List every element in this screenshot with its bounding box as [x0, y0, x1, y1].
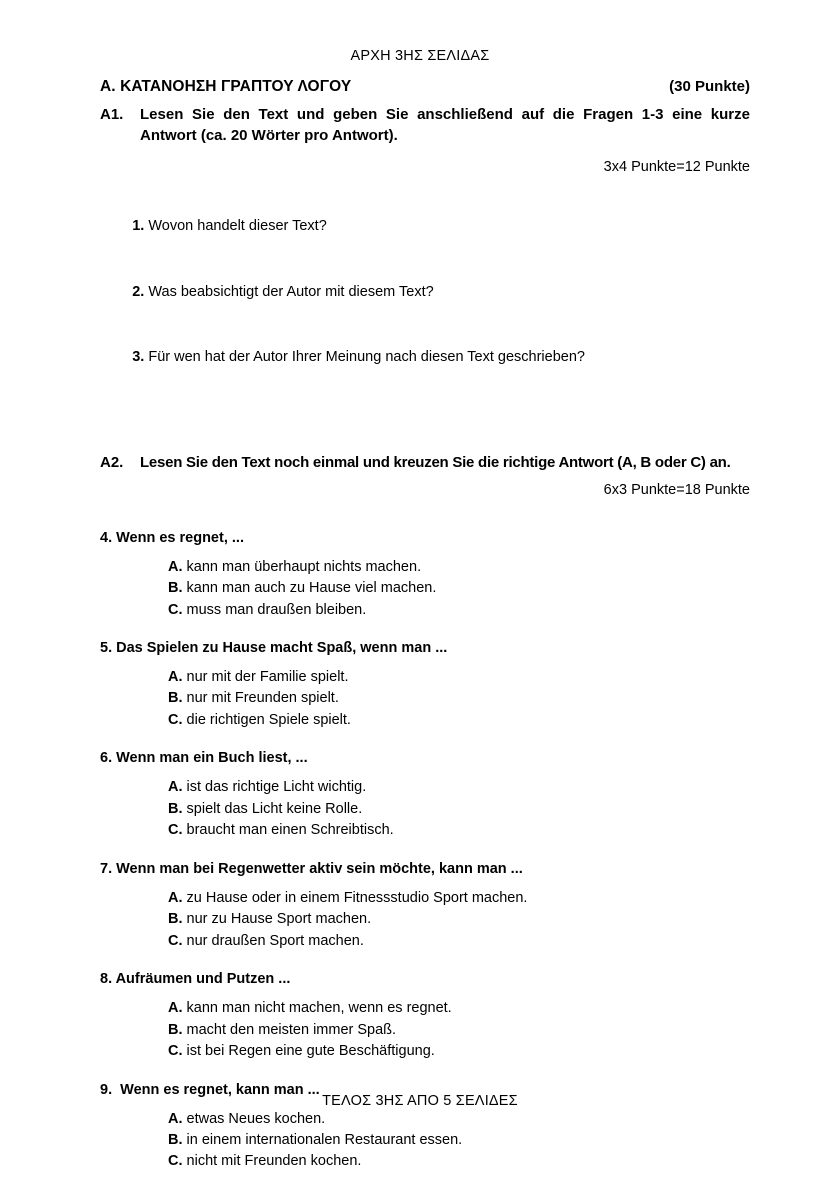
question-text: Wovon handelt dieser Text? [144, 218, 327, 235]
option-text: ist das richtige Licht wichtig. [182, 779, 367, 796]
option-letter: C. [168, 1043, 183, 1060]
option-a[interactable] [168, 557, 750, 578]
option-list [168, 777, 750, 841]
section-title: Α. ΚΑΤΑΝΟΗΣΗ ΓΡΑΠΤΟΥ ΛΟΓΟΥ [100, 78, 352, 95]
option-a[interactable] [168, 667, 750, 688]
question-text: Was beabsichtigt der Autor mit diesem Text? [144, 283, 434, 300]
task-a2-points: 6x3 Punkte=18 Punkte [603, 481, 750, 498]
option-c[interactable] [168, 710, 750, 731]
question-stem: 6. Wenn man ein Buch liest, ... [100, 750, 308, 767]
option-text: etwas Neues kochen. [182, 1110, 326, 1127]
option-c[interactable] [168, 1151, 750, 1172]
option-text: zu Hause oder in einem Fitnessstudio Sport machen. [182, 889, 528, 906]
option-b[interactable] [168, 1130, 750, 1151]
option-letter: B. [168, 580, 183, 597]
option-text: spielt das Licht keine Rolle. [182, 800, 363, 817]
option-text: kann man nicht machen, wenn es regnet. [182, 1000, 452, 1017]
option-c[interactable] [168, 820, 750, 841]
option-list [168, 888, 750, 952]
option-c[interactable] [168, 600, 750, 621]
option-text: macht den meisten immer Spaß. [182, 1021, 397, 1038]
option-b[interactable] [168, 909, 750, 930]
task-a2-label: A2. [100, 454, 124, 472]
question-stem: 7. Wenn man bei Regenwetter aktiv sein möchte, kann man ... [100, 860, 523, 877]
option-text: braucht man einen Schreibtisch. [182, 822, 394, 839]
mc-question-5 [100, 638, 750, 731]
option-letter: A. [168, 779, 183, 796]
option-letter: A. [168, 889, 183, 906]
option-letter: B. [168, 690, 183, 707]
mc-question-7 [100, 859, 750, 952]
multiple-choice-list [100, 528, 750, 1173]
mc-question-4 [100, 528, 750, 621]
mc-question-6 [100, 748, 750, 841]
option-list [168, 1109, 750, 1173]
list-item [100, 195, 750, 260]
option-a[interactable] [168, 998, 750, 1019]
task-a1-instruction: Lesen Sie den Text und geben Sie anschließend auf die Fragen 1-3 eine kurze Antwort (ca. 20 Wörter pro Antwort). [140, 106, 750, 145]
task-a2 [100, 452, 750, 473]
option-letter: A. [168, 558, 183, 575]
question-number: 2. [132, 283, 145, 300]
option-b[interactable] [168, 1020, 750, 1041]
option-a[interactable] [168, 888, 750, 909]
option-list [168, 557, 750, 621]
task-a1 [100, 104, 750, 147]
running-head: ΑΡΧΗ 3ΗΣ ΣΕΛΙΔΑΣ [350, 48, 490, 64]
option-text: kann man auch zu Hause viel machen. [182, 580, 437, 597]
task-a1-label: A1. [100, 106, 124, 123]
option-c[interactable] [168, 1041, 750, 1062]
question-stem: 8. Aufräumen und Putzen ... [100, 971, 291, 988]
short-answer-question-list [100, 195, 750, 391]
question-stem: 4. Wenn es regnet, ... [100, 529, 244, 546]
option-text: nur mit der Familie spielt. [182, 669, 349, 686]
option-letter: C. [168, 932, 183, 949]
option-text: in einem internationalen Restaurant essen. [182, 1131, 463, 1148]
option-letter: A. [168, 1000, 183, 1017]
page-content [100, 78, 750, 1173]
task-a2-instruction: Lesen Sie den Text noch einmal und kreuzen Sie die richtige Antwort (A, B oder C) an. [140, 454, 731, 472]
option-letter: C. [168, 601, 183, 618]
running-foot: ΤΕΛΟΣ 3ΗΣ ΑΠΟ 5 ΣΕΛΙΔΕΣ [322, 1093, 518, 1109]
option-letter: C. [168, 822, 183, 839]
list-item [100, 325, 750, 390]
option-text: nicht mit Freunden kochen. [182, 1153, 362, 1170]
option-letter: C. [168, 1153, 183, 1170]
option-a[interactable] [168, 777, 750, 798]
section-points: (30 Punkte) [669, 78, 750, 95]
option-text: muss man draußen bleiben. [182, 601, 367, 618]
option-text: ist bei Regen eine gute Beschäftigung. [182, 1043, 435, 1060]
option-c[interactable] [168, 931, 750, 952]
option-letter: A. [168, 669, 183, 686]
option-letter: B. [168, 1021, 183, 1038]
option-text: nur mit Freunden spielt. [182, 690, 339, 707]
question-number: 1. [132, 218, 145, 235]
option-a[interactable] [168, 1109, 750, 1130]
question-number: 3. [132, 348, 145, 365]
option-text: nur zu Hause Sport machen. [182, 911, 372, 928]
option-letter: B. [168, 1131, 183, 1148]
option-letter: A. [168, 1110, 183, 1127]
option-list [168, 667, 750, 731]
option-letter: C. [168, 711, 183, 728]
question-stem: 5. Das Spielen zu Hause macht Spaß, wenn man ... [100, 640, 448, 657]
question-stem: 9. Wenn es regnet, kann man ... [100, 1081, 320, 1098]
list-item [100, 260, 750, 325]
option-letter: B. [168, 911, 183, 928]
option-text: die richtigen Spiele spielt. [182, 711, 351, 728]
option-text: nur draußen Sport machen. [182, 932, 364, 949]
option-b[interactable] [168, 688, 750, 709]
question-text: Für wen hat der Autor Ihrer Meinung nach diesen Text geschrieben? [144, 348, 585, 365]
option-b[interactable] [168, 578, 750, 599]
task-a1-points: 3x4 Punkte=12 Punkte [603, 158, 750, 175]
option-letter: B. [168, 800, 183, 817]
option-b[interactable] [168, 799, 750, 820]
option-text: kann man überhaupt nichts machen. [182, 558, 422, 575]
mc-question-8 [100, 969, 750, 1062]
option-list [168, 998, 750, 1062]
section-heading-row [100, 78, 750, 96]
